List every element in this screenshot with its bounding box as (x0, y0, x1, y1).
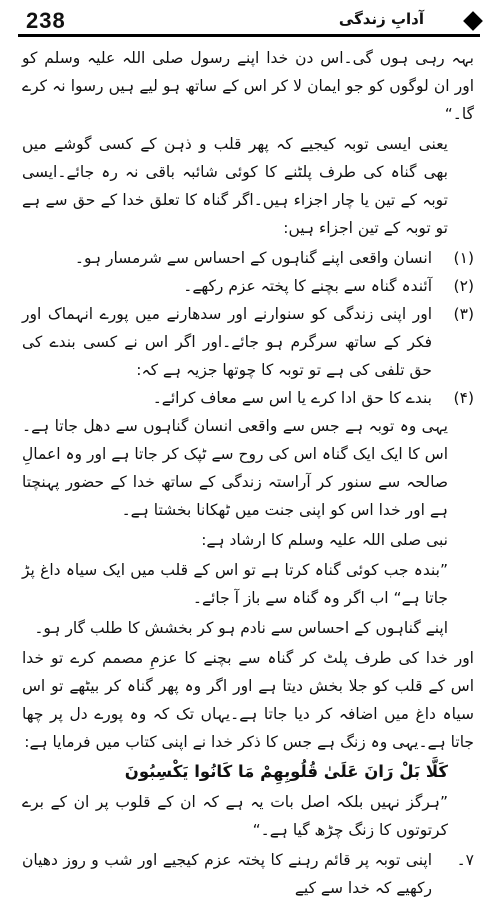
paragraph-repentance: یعنی ایسی توبہ کیجیے کہ پھر قلب و ذہن کے کسی گوشے میں بھی گناہ کی طرف پلٹنے کا کوئی شائبہ باقی نہ رہ جائے۔ایسی توبہ کے تین یا چار اجزاء ہیں۔اگر گناہ کا تعلق خدا کے حق سے ہے تو توبہ کے تین اجزاء ہیں: (22, 135, 448, 237)
list-text: اور اپنی زندگی کو سنوارنے اور سدھارنے میں پورے انہماک اور فکر کے ساتھ سرگرم ہو جائے۔اور اگر اس نے کسی بندے کی حق تلفی کی ہے تو توبہ کا چوتھا جزیہ ہے کہ: (22, 305, 432, 379)
list-number: ۷۔ (456, 851, 474, 869)
list-item-3 (22, 300, 474, 384)
paragraph-remorse: اپنے گناہوں کے احساس سے نادم ہو کر بخشش کا طلب گار ہو۔ (34, 619, 448, 637)
list-item-4 (22, 384, 474, 412)
list-item-7 (22, 846, 474, 902)
running-title: آدابِ زندگی (338, 10, 424, 28)
list-number: (۱) (453, 249, 474, 267)
list-text: بندے کا حق ادا کرے یا اس سے معاف کرائے۔ (152, 389, 432, 407)
paragraph-hadith-quote: ”بندہ جب کوئی گناہ کرتا ہے تو اس کے قلب میں ایک سیاہ داغ پڑ جاتا ہے“ اب اگر وہ گناہ سے باز آ جائے۔ (22, 561, 448, 607)
list-number: (۴) (453, 389, 474, 407)
paragraph-hadith-intro: نبی صلی اللہ علیہ وسلم کا ارشاد ہے: (201, 531, 448, 549)
list-item-1 (22, 244, 474, 272)
quran-verse: كَلَّا بَلْ رَانَ عَلَىٰ قُلُوبِهِمْ مَا كَانُوا يَكْسِبُونَ (124, 762, 448, 781)
list-number: (۳) (453, 305, 474, 323)
list-item-2 (22, 272, 474, 300)
paragraph-true-repentance: یہی وہ توبہ ہے جس سے واقعی انسان گناہوں سے دھل جاتا ہے۔اس کا ایک ایک گناہ اس کی روح سے ٹپک کر جاتا ہے اور وہ اعمالِ صالحہ سے سنور کر آراستہ زندگی کے ساتھ خدا کے حضور پہنچتا ہے اور خدا اس کو اپنی جنت میں ٹھکانا بخشتا ہے۔ (22, 417, 448, 519)
diamond-ornament-icon (463, 11, 483, 31)
paragraph-continuation: بہہ رہی ہوں گی۔اس دن خدا اپنے رسول صلی اللہ علیہ وسلم کو اور ان لوگوں کو جو ایمان لا کر اس کے ساتھ ہو لیے ہیں رسوا نہ کرے گا۔“ (22, 49, 474, 123)
verse-translation: ”ہرگز نہیں بلکہ اصل بات یہ ہے کہ ان کے قلوب پر ان کے برے کرتوتوں کا زنگ چڑھ گیا ہے۔“ (22, 793, 448, 839)
page-body (22, 44, 474, 902)
page-header (18, 6, 480, 36)
list-text: آئندہ گناہ سے بچنے کا پختہ عزم رکھے۔ (183, 277, 432, 295)
paragraph-heart-stain: اور خدا کی طرف پلٹ کر گناہ سے بچنے کا عزمِ مصمم کرے تو خدا اس کے قلب کو جلا بخش دیتا ہے اور اگر وہ پھر گناہ کر بیٹھے تو اس سیاہ داغ میں اضافہ کر دیا جاتا ہے۔یہاں تک کہ وہ پورے دل پر چھا جاتا ہے۔یہی وہ زنگ ہے جس کا ذکر خدا نے اپنی کتاب میں فرمایا ہے: (22, 649, 474, 751)
header-rule (18, 34, 480, 37)
list-text: اپنی توبہ پر قائم رہنے کا پختہ عزم کیجیے اور شب و روز دھیان رکھیے کہ خدا سے کیے (22, 851, 432, 897)
page-number: 238 (26, 8, 66, 33)
list-text: انسان واقعی اپنے گناہوں کے احساس سے شرمسار ہو۔ (74, 249, 432, 267)
list-number: (۲) (453, 277, 474, 295)
